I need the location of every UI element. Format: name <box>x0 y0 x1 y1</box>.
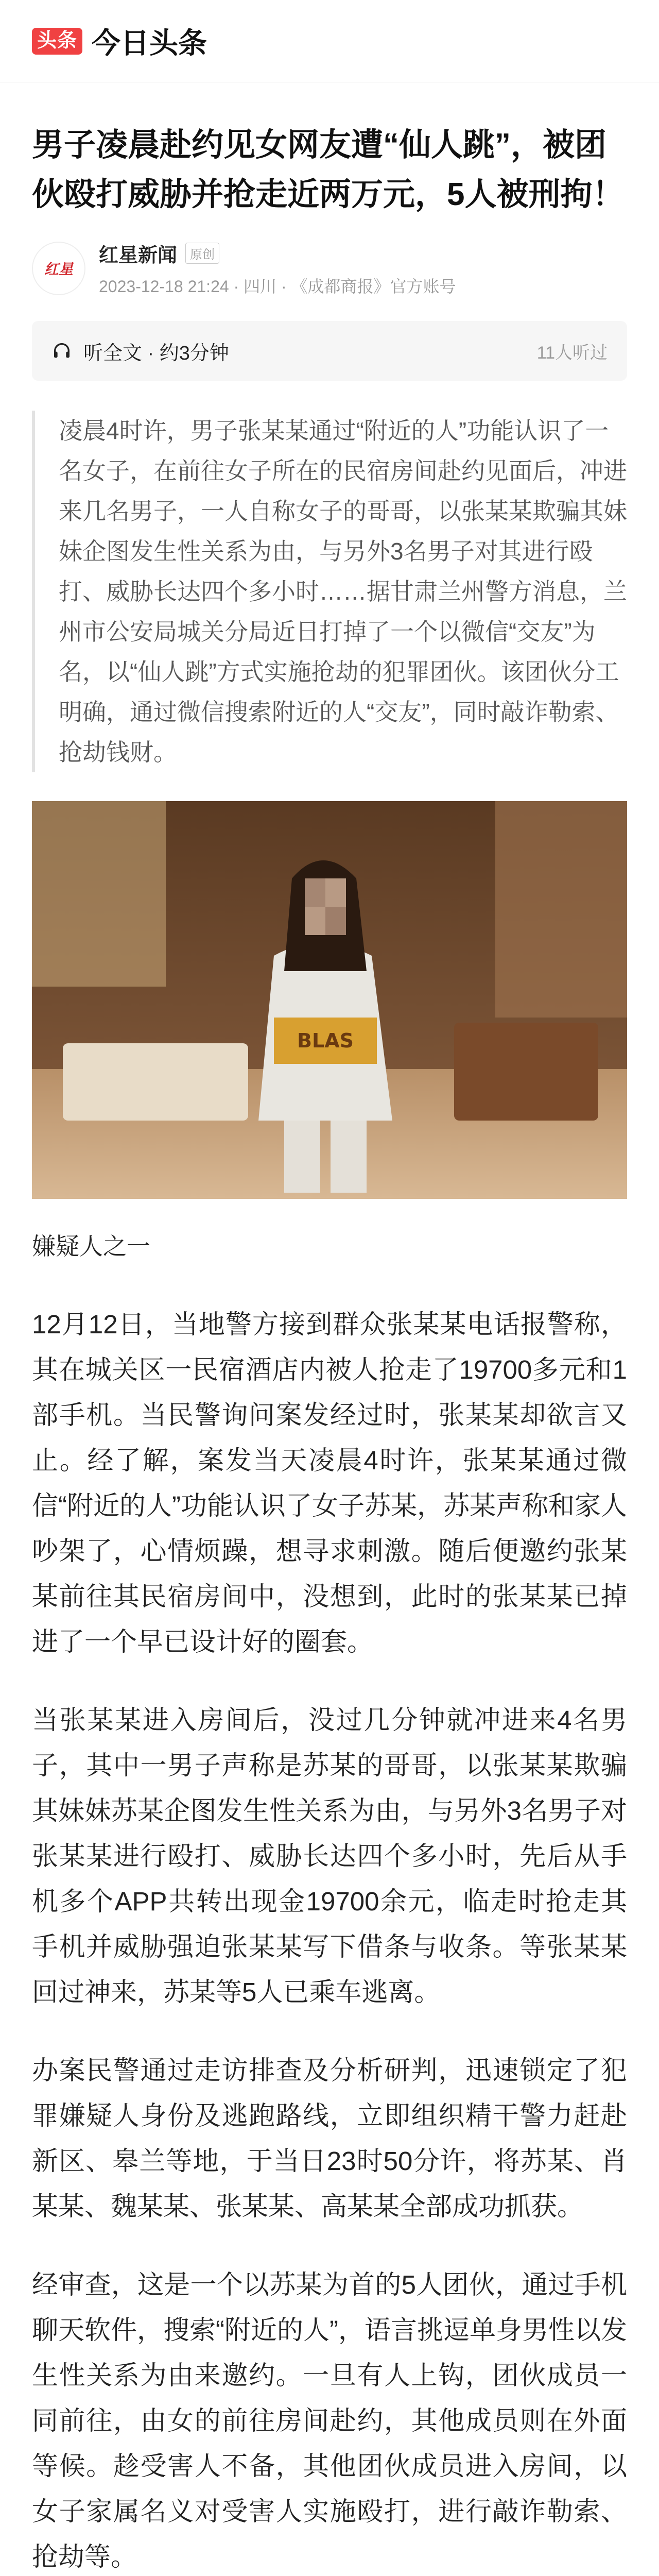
toutiao-logo[interactable]: 头条 <box>32 28 82 55</box>
suspect-photo[interactable] <box>32 801 627 1199</box>
avatar[interactable] <box>32 242 85 295</box>
avatar-logo-text: 红星 <box>44 261 73 277</box>
top-bar <box>0 0 659 82</box>
svg-text:BLAS: BLAS <box>297 1029 354 1052</box>
listen-full-text-button[interactable] <box>32 321 627 381</box>
author-row[interactable] <box>0 219 659 297</box>
body-paragraph-3: 办案民警通过走访排查及分析研判，迅速锁定了犯罪嫌疑人身份及逃跑路线，立即组织精干警力赶赴新区、皋兰等地，于当日23时50分许，将苏某、肖某某、魏某某、张某某、高某某全部成功抓获。 <box>32 2056 627 2221</box>
app-name: 今日头条 <box>92 26 207 59</box>
listen-label: 听全文 · 约3分钟 <box>83 342 229 364</box>
lead-quote: 凌晨4时许，男子张某某通过“附近的人”功能认识了一名女子，在前往女子所在的民宿房间赴约见面后，冲进来几名男子，一人自称女子的哥哥，以张某某欺骗其妹妹企图发生性关系为由，与另外3名男子对其进行殴打、威胁长达四个多小时……据甘肃兰州警方消息，兰州市公安局城关分局近日打掉了一个以微信“交友”为名，以“仙人跳”方式实施抢劫的犯罪团伙。该团伙分工明确，通过微信搜索附近的人“交友”，同时敲诈勒索、抢劫钱财。 <box>32 411 627 772</box>
body-paragraph-4: 经审查，这是一个以苏某为首的5人团伙，通过手机聊天软件，搜索“附近的人”，语言挑逗单身男性以发生性关系为由来邀约。一旦有人上钩，团伙成员一同前往，由女的前往房间赴约，其他成员则在外面等候。趁受害人不备，其他团伙成员进入房间，以女子家属名义对受害人实施殴打，进行敲诈勒索、抢劫等。 <box>32 2270 627 2571</box>
headphone-icon <box>51 341 72 361</box>
author-meta <box>99 239 456 297</box>
author-name[interactable]: 红星新闻 <box>99 245 178 266</box>
original-badge: 原创 <box>185 243 219 264</box>
body-paragraph-1: 12月12日，当地警方接到群众张某某电话报警称，其在城关区一民宿酒店内被人抢走了19700多元和1部手机。当民警询问案发经过时，张某某却欲言又止。经了解，案发当天凌晨4时许，张某某通过微信“附近的人”功能认识了女子苏某，苏某声称和家人吵架了，心情烦躁，想寻求刺激。随后便邀约张某某前往其民宿房间中，没想到，此时的张某某已掉进了一个早已设计好的圈套。 <box>32 1310 627 1656</box>
listener-count: 11人听过 <box>536 343 608 363</box>
suspect-photo-illustration <box>32 801 627 1199</box>
photo-caption: 嫌疑人之一 <box>32 1233 150 1260</box>
article-title: 男子凌晨赴约见女网友遭“仙人跳”，被团伙殴打威胁并抢走近两万元，5人被刑拘！ <box>32 127 625 212</box>
publish-meta: 2023-12-18 21:24 · 四川 · 《成都商报》官方账号 <box>99 277 456 296</box>
body-paragraph-2: 当张某某进入房间后，没过几分钟就冲进来4名男子，其中一男子声称是苏某的哥哥，以张某某欺骗其妹妹苏某企图发生性关系为由，与另外3名男子对张某某进行殴打、威胁长达四个多小时，先后从手机多个APP共转出现金19700余元，临走时抢走其手机并威胁强迫张某某写下借条与收条。等张某某回过神来，苏某等5人已乘车逃离。 <box>32 1705 627 2007</box>
